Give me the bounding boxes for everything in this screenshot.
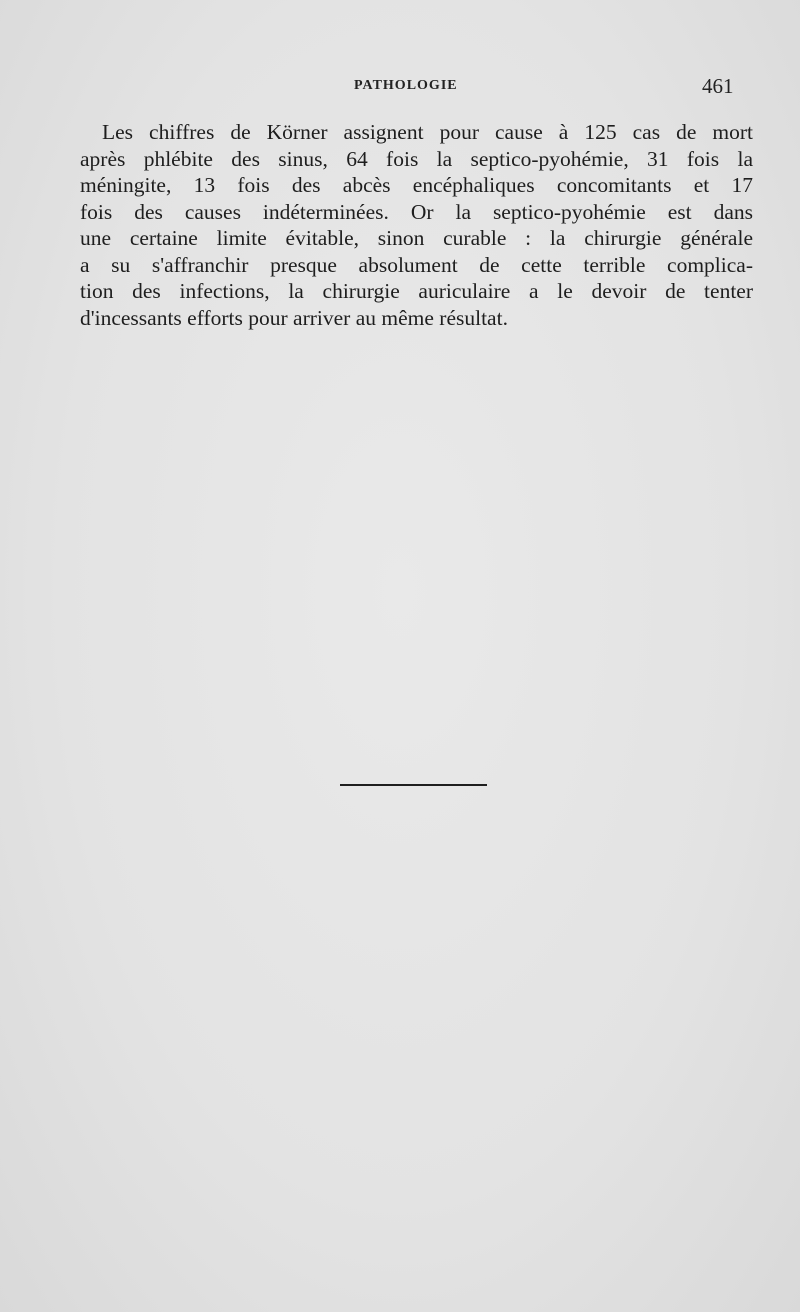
text-line: une certaine limite évitable, sinon curable : la chirurgie générale	[80, 226, 753, 250]
text-line: a su s'affranchir presque absolument de cette terrible complica-	[80, 252, 753, 277]
page-number: 461	[702, 74, 734, 98]
text-line: méningite, 13 fois des abcès encéphaliques concomitants et 17	[80, 173, 753, 197]
running-head	[0, 74, 800, 102]
end-rule	[340, 784, 487, 786]
text-line: Les chiffres de Körner assignent pour cause à 125 cas de mort	[102, 120, 753, 144]
text-line: d'incessants efforts pour arriver au même résultat.	[80, 305, 508, 330]
text-line: après phlébite des sinus, 64 fois la septico-pyohémie, 31 fois la	[80, 146, 753, 171]
text-line: fois des causes indéterminées. Or la septico-pyohémie est dans	[80, 199, 753, 224]
body-paragraph	[80, 119, 753, 331]
section-title: PATHOLOGIE	[354, 78, 458, 93]
text-line: tion des infections, la chirurgie auriculaire a le devoir de tenter	[80, 279, 753, 303]
